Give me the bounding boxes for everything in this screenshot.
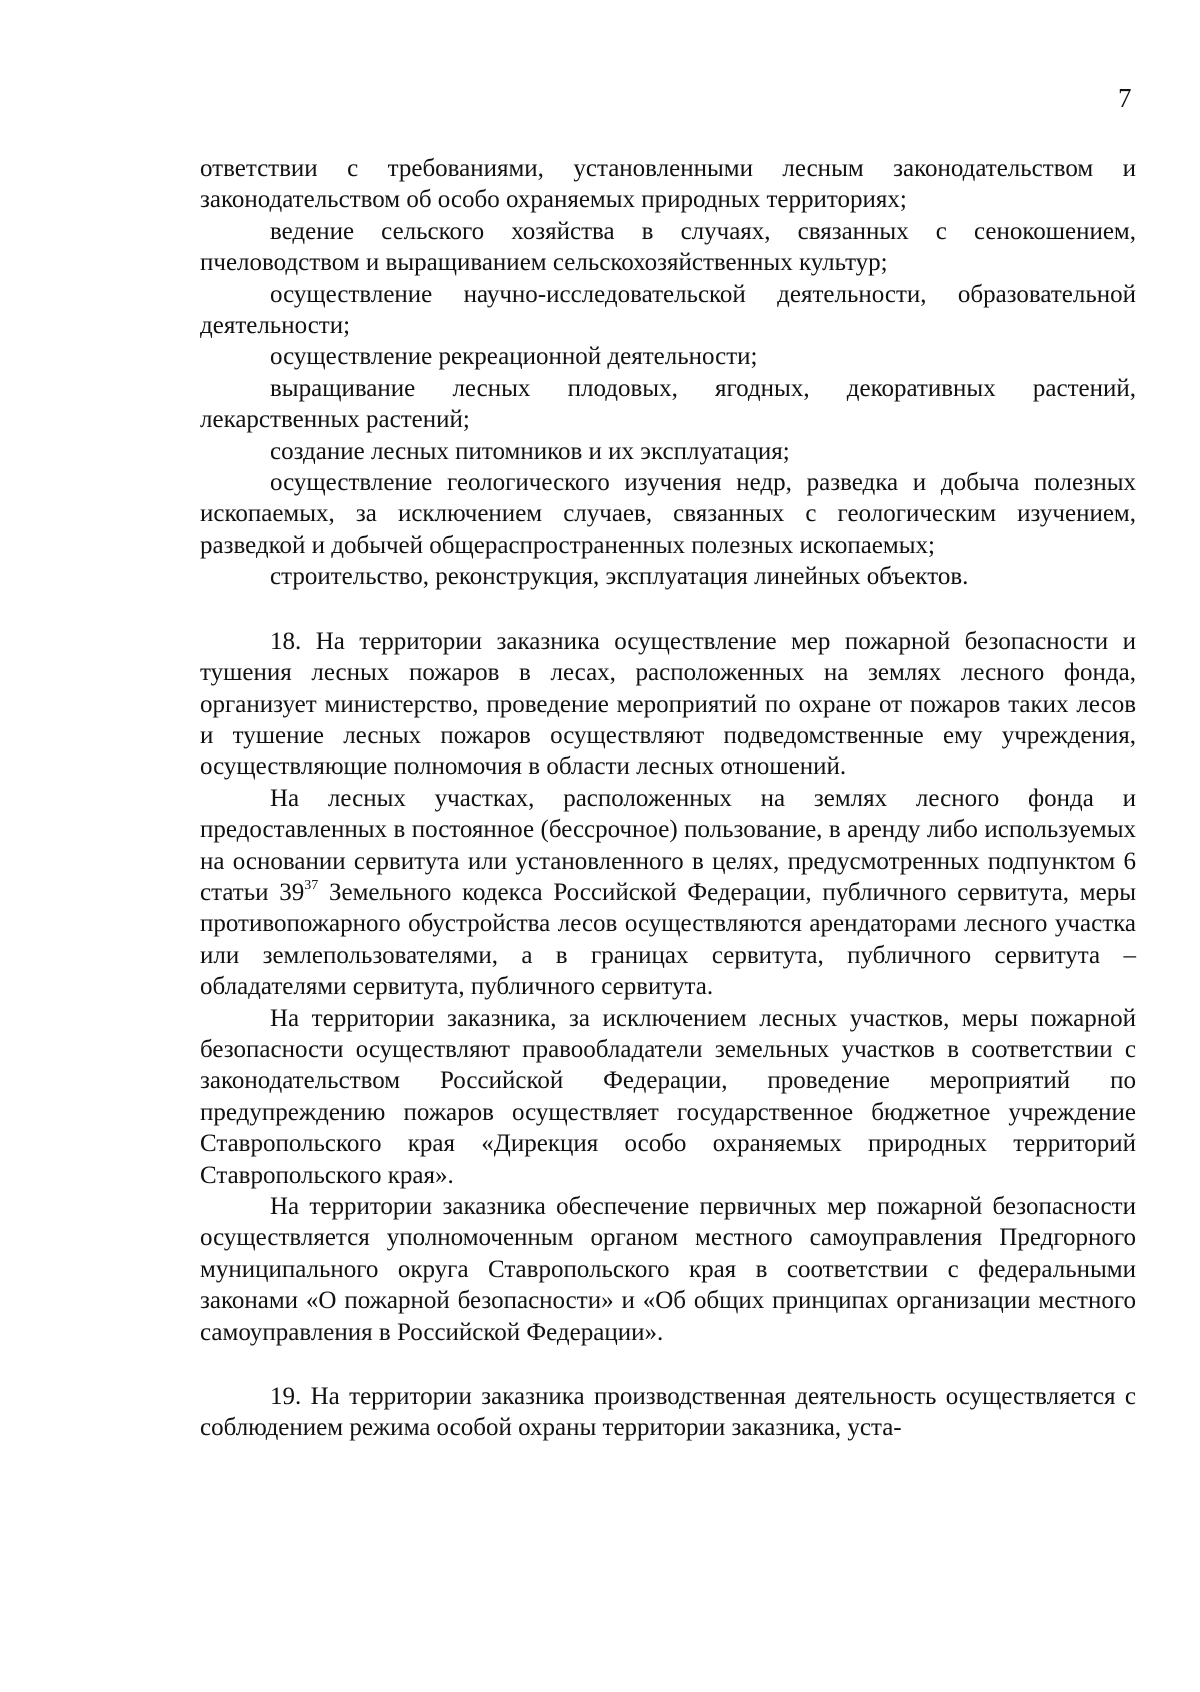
article-superscript: 37 xyxy=(304,877,319,893)
list-continuation: ответствии с требованиями, установленными лесным законодательством и законодательством об особо охраняемых природных территориях; xyxy=(200,155,1136,214)
section-18-paragraph: 18. На территории заказника осуществление мер пожарной безопасности и тушения лесных пожаров в лесах, расположенных на землях лесного фонда, организует министерство, проведение мероприятий по охране от пожаров таких лесов и тушение лесных пожаров осуществляют подведомственные ему учреждения, осуществляющие полномочия в области лесных отношений. xyxy=(200,627,1136,781)
paragraph-text: Земельного кодекса Российской Федерации, публичного сервитута, меры противопожарного обустройства лесов осуществляются арендаторами лесного участка или землепользователями, а в границах сервитута, публичного сервитута – обладателями сервитута, публичного сервитута. xyxy=(200,878,1137,1001)
section-18-paragraph: На территории заказника, за исключением лесных участков, меры пожарной безопасности осуществляют правообладатели земельных участков в соответствии с законодательством Российской Федерации, проведение мероприятий по предупреждению пожаров осуществляет государственное бюджетное учреждение Ставропольского края «Дирекция особо охраняемых природных территорий Ставропольского края». xyxy=(200,1004,1136,1189)
list-item: создание лесных питомников и их эксплуатация; xyxy=(270,437,790,465)
paragraph-text: На лесных участках, расположенных на землях лесного фонда и предоставленных в постоянное (бессрочное) пользование, в аренду либо используемых на основании сервитута или установленного в целях, предусмотренных подпунктом 6 статьи 39 xyxy=(200,784,1136,906)
section-19-paragraph: 19. На территории заказника производственная деятельность осуществляется с соблюдением режима особой охраны территории заказника, уста- xyxy=(200,1383,1136,1442)
section-18-paragraph: На территории заказника обеспечение первичных мер пожарной безопасности осуществляется уполномоченным органом местного самоуправления Предгорного муниципального округа Ставропольского края в соответствии с федеральными законами «О пожарной безопасности» и «Об общих принципах организации местного самоуправления в Российской Федерации». xyxy=(200,1193,1136,1346)
document-body xyxy=(200,153,1136,1444)
list-item: осуществление геологического изучения недр, разведка и добыча полезных ископаемых, за исключением случаев, связанных с геологическим изучением, разведкой и добычей общераспространенных полезных ископаемых; xyxy=(200,469,1136,559)
section-18-paragraph-forest-plots xyxy=(200,783,1136,1003)
list-item: осуществление научно-исследовательской деятельности, образовательной деятельности; xyxy=(200,280,1136,340)
list-item: осуществление рекреационной деятельности; xyxy=(270,343,758,371)
list-item: выращивание лесных плодовых, ягодных, декоративных растений, лекарственных растений; xyxy=(200,374,1136,434)
list-item: строительство, реконструкция, эксплуатация линейных объектов. xyxy=(270,563,969,591)
page-number: 7 xyxy=(1118,83,1132,113)
list-item: ведение сельского хозяйства в случаях, связанных с сенокошением, пчеловодством и выращиванием сельскохозяйственных культур; xyxy=(200,217,1136,277)
